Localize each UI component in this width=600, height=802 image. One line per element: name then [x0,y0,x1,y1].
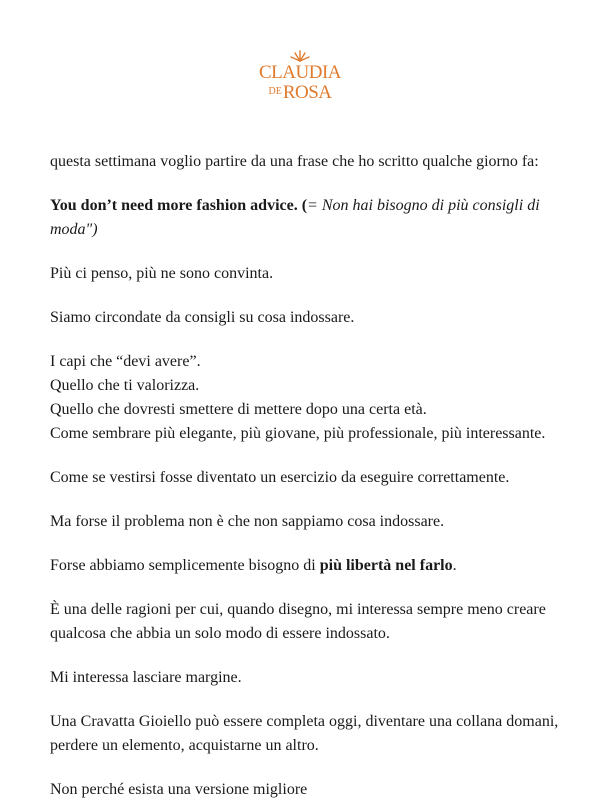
brand-logo[interactable] [258,50,342,102]
paragraph-margin: Mi interessa lasciare margine. [50,669,242,686]
freedom-start: Forse abbiamo semplicemente bisogno di [50,557,320,574]
paragraph-version: Non perché esista una versione migliore [50,781,308,798]
paragraph-quote [50,194,560,242]
quote-bold: You don’t need more fashion advice. ( [50,197,308,214]
list-line: Quello che dovresti smettere di mettere dopo una certa età. [50,401,427,418]
paragraph-exercise: Come se vestirsi fosse diventato un esercizio da eseguire correttamente. [50,469,510,486]
freedom-end: . [452,557,457,574]
paragraph-problem: Ma forse il problema non è che non sappiamo cosa indossare. [50,513,445,530]
paragraph-intro: questa settimana voglio partire da una frase che ho scritto qualche giorno fa: [50,153,539,170]
logo-line-2 [258,82,342,102]
paragraph-tie: Una Cravatta Gioiello può essere completa oggi, diventare una collana domani, perdere un elemento, acquistarne un altro. [50,713,559,754]
paragraph-list [50,350,560,446]
email-header [0,0,600,150]
email-body [0,150,600,802]
paragraph-freedom [50,554,560,578]
freedom-bold: più libertà nel farlo [319,557,453,574]
list-line: I capi che “devi avere”. [50,353,201,370]
list-line: Come sembrare più elegante, più giovane, più professionale, più interessante. [50,425,546,442]
logo-line-2-main: ROSA [282,82,332,103]
list-line: Quello che ti valorizza. [50,377,200,394]
quote-italic: = Non hai bisogno di più consigli di moda") [50,197,540,238]
logo-line-2-small: DE [268,86,282,97]
paragraph-design: È una delle ragioni per cui, quando disegno, mi interessa sempre meno creare qualcosa che abbia un solo modo di essere indossato. [50,601,546,642]
sunburst-icon [289,50,311,62]
paragraph-advice: Siamo circondate da consigli su cosa indossare. [50,309,355,326]
logo-line-1: CLAUDIA [259,62,341,83]
paragraph-conviction: Più ci penso, più ne sono convinta. [50,265,274,282]
